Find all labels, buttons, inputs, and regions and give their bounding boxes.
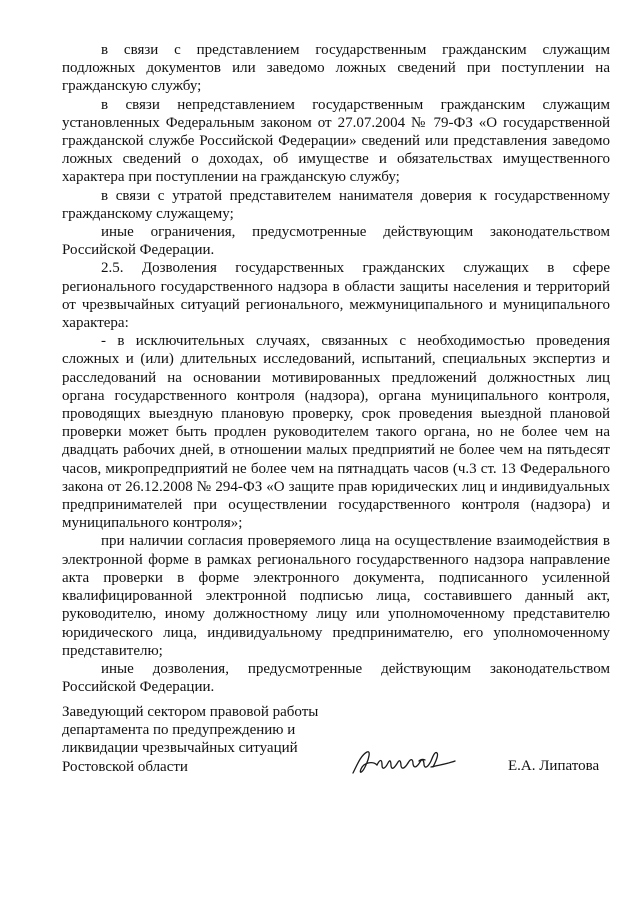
paragraph: - в исключительных случаях, связанных с необходимостью проведения сложных и (или) длительных исследований, испытаний, специальных экспертиз и расследований на основании мотивированных предложений должностных лиц органа государственного контроля (надзора), органа муниципального контроля, проводящих выездную плановую проверку, срок проведения выездной плановой проверки может быть продлен руководителем такого органа, но не более чем на двадцать рабочих дней, в отношении малых предприятий не более чем на пятьдесят часов, микропредприятий не более чем на пятнадцать часов (ч.3 ст. 13 Федерального закона от 26.12.2008 № 294-ФЗ «О защите прав юридических лиц и индивидуальных предпринимателей при осуществлении государственного контроля (надзора) и муниципального контроля»;: [62, 333, 610, 532]
signatory-title-line: Ростовской области: [62, 758, 188, 775]
signature-block: [62, 703, 610, 783]
signatory-name: Е.А. Липатова: [508, 758, 600, 774]
signatory-title-line: ликвидации чрезвычайных ситуаций: [62, 740, 298, 757]
paragraph: при наличии согласия проверяемого лица на осуществление взаимодействия в электронной форме в рамках регионального государственного надзора направление акта проверки в форме электронного документа, подписанного усиленной квалифицированной электронной подписью лица, составившего данный акт, руководителю, иному должностному лицу или уполномоченному представителю юридического лица, индивидуальному предпринимателю, его уполномоченному представителю;: [62, 533, 610, 659]
paragraph: в связи непредставлением государственным гражданским служащим установленных Федеральным законом от 27.07.2004 № 79-ФЗ «О государственной гражданской службе Российской Федерации» сведений или представления заведомо ложных сведений о доходах, об имуществе и обязательствах имущественного характера при поступлении на гражданскую службу;: [62, 96, 610, 186]
paragraph: в связи с представлением государственным гражданским служащим подложных документов или заведомо ложных сведений при поступлении на гражданскую службу;: [62, 42, 610, 95]
paragraph: в связи с утратой представителем нанимателя доверия к государственному гражданскому служащему;: [62, 187, 610, 222]
section-heading-paragraph: 2.5. Дозволения государственных гражданских служащих в сфере регионального государственного надзора в области защиты населения и территорий от чрезвычайных ситуаций регионального, межмуниципального и муниципального характера:: [62, 260, 610, 332]
signatory-title-line: Заведующий сектором правовой работы: [62, 704, 319, 720]
signatory-title-line: департамента по предупреждению и: [62, 722, 296, 739]
paragraph: иные дозволения, предусмотренные действующим законодательством Российской Федерации.: [62, 660, 610, 696]
handwritten-signature: [347, 747, 459, 777]
signatory-title: [62, 703, 318, 776]
paragraph: иные ограничения, предусмотренные действующим законодательством Российской Федерации.: [62, 224, 610, 259]
document-body: [62, 41, 610, 696]
